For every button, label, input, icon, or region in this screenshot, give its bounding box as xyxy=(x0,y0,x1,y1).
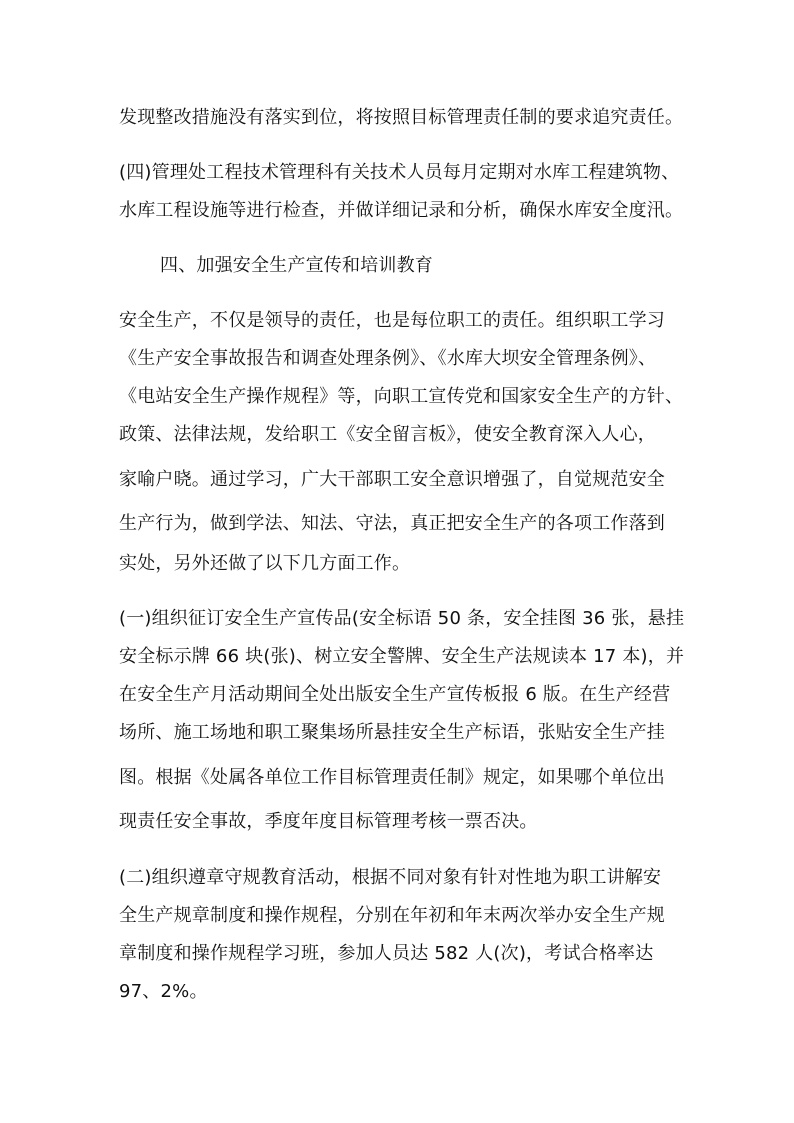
text-line-6: 《生产安全事故报告和调查处理条例》、《水库大坝安全管理条例》、 xyxy=(119,348,657,369)
text-line-11: 实处，另外还做了以下几方面工作。 xyxy=(119,553,411,574)
section-heading: 四、加强安全生产宣传和培训教育 xyxy=(160,255,433,276)
text-line-12: (一)组织征订安全生产宣传品(安全标语 50 条，安全挂图 36 张，悬挂 xyxy=(119,608,685,629)
text-line-3: 水库工程设施等进行检查，并做详细记录和分析，确保水库安全度汛。 xyxy=(119,200,684,221)
text-line-13: 安全标示牌 66 块(张)、树立安全警牌、安全生产法规读本 17 本)，并 xyxy=(119,646,685,667)
text-line-2: (四)管理处工程技术管理科有关技术人员每月定期对水库工程建筑物、 xyxy=(119,162,680,183)
text-line-17: 现责任安全事故，季度年度目标管理考核一票否决。 xyxy=(119,811,538,832)
text-line-1: 发现整改措施没有落实到位，将按照目标管理责任制的要求追究责任。 xyxy=(119,107,684,128)
text-line-9: 家喻户晓。通过学习，广大干部职工安全意识增强了，自觉规范安全 xyxy=(119,469,665,490)
text-line-10: 生产行为，做到学法、知法、守法，真正把安全生产的各项工作落到 xyxy=(119,513,665,534)
text-line-14: 在安全生产月活动期间全处出版安全生产宣传板报 6 版。在生产经营 xyxy=(119,684,671,705)
text-line-7: 《电站安全生产操作规程》等，向职工宣传党和国家安全生产的方针、 xyxy=(119,386,684,407)
text-line-19: 全生产规章制度和操作规程，分别在年初和年末两次举办安全生产规 xyxy=(119,905,665,926)
text-line-16: 图。根据《处属各单位工作目标管理责任制》规定，如果哪个单位出 xyxy=(119,767,665,788)
text-line-8: 政策、法律法规，发给职工《安全留言板》，使安全教育深入人心， xyxy=(119,424,656,445)
text-line-18: (二)组织遵章守规教育活动，根据不同对象有针对性地为职工讲解安 xyxy=(119,867,662,888)
text-line-15: 场所、施工场地和职工聚集场所悬挂安全生产标语，张贴安全生产挂 xyxy=(119,722,665,743)
text-line-21: 97、2%。 xyxy=(119,981,208,1002)
text-line-5: 安全生产，不仅是领导的责任，也是每位职工的责任。组织职工学习 xyxy=(119,310,665,331)
text-line-20: 章制度和操作规程学习班，参加人员达 582 人(次)，考试合格率达 xyxy=(119,943,654,964)
